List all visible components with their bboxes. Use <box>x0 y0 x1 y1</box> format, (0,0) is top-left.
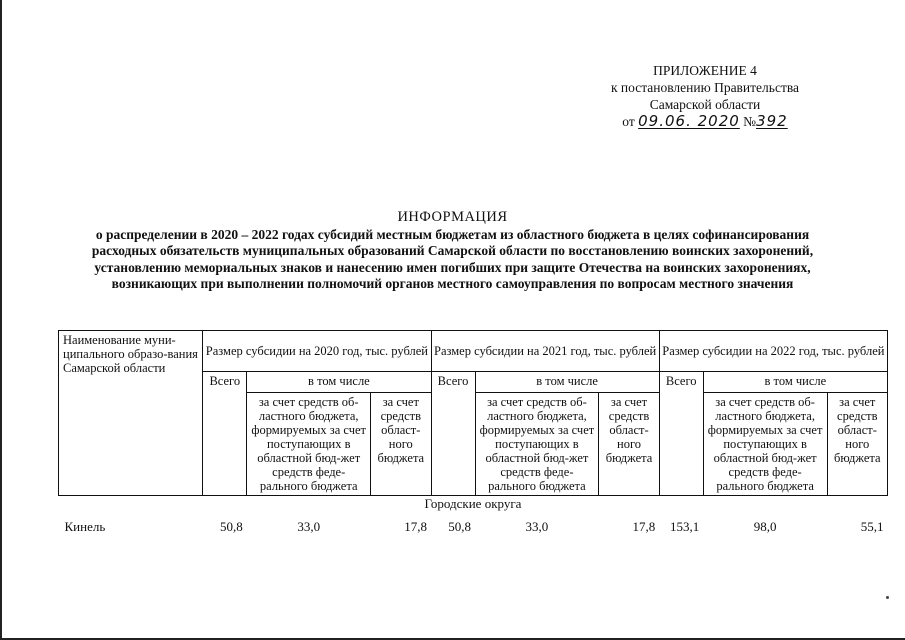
handwritten-date: 09.06. 2020 <box>638 112 740 130</box>
appendix-region: Самарской области <box>649 97 761 112</box>
municipality-header: Наименование муни-ципального образо-вания Самарской области <box>59 331 203 496</box>
federal-header-2020: за счет средств об-ластного бюджета, формируемых за счет поступающих в областной бюд-жет средств феде-рального бюджета <box>247 393 371 496</box>
year-2020-header: Размер субсидии на 2020 год, тыс. рублей <box>203 331 431 372</box>
total-header-2020: Всего <box>203 372 247 496</box>
federal-2022: 98,0 <box>753 519 777 534</box>
year-2022-header: Размер субсидии на 2022 год, тыс. рублей <box>659 331 887 372</box>
subsidy-table <box>58 330 888 535</box>
total-2022: 153,1 <box>669 519 700 534</box>
regional-header-2022: за счет средств област-ного бюджета <box>827 393 887 496</box>
regional-2020: 17,8 <box>404 519 427 534</box>
title-line-3: установлению мемориальных знаков и нанесению имен погибших при защите Отечества на воинских захоронениях, <box>94 259 811 275</box>
handwritten-number: 392 <box>756 112 788 130</box>
title-line-4: возникающих при выполнении полномочий органов местного самоуправления по вопросам местного значения <box>111 276 794 291</box>
appendix-resolution: к постановлению Правительства <box>610 80 800 95</box>
including-header-2021: в том числе <box>475 372 659 393</box>
appendix-number: ПРИЛОЖЕНИЕ 4 <box>653 63 757 78</box>
title-line-2: расходных обязательств муниципальных образований Самарской области по восстановлению воинских захоронений, <box>91 243 814 258</box>
title-line-1: о распределении в 2020 – 2022 годах субсидий местным бюджетам из областного бюджета в целях софинансирования <box>95 226 810 242</box>
number-prefix: № <box>743 114 757 129</box>
section-city-districts: Городские округа <box>424 496 522 511</box>
total-header-2021: Всего <box>431 372 475 496</box>
federal-header-2022: за счет средств об-ластного бюджета, формируемых за счет поступающих в областной бюд-жет средств феде-рального бюджета <box>703 393 827 496</box>
document-heading: ИНФОРМАЦИЯ <box>397 209 508 225</box>
table-row <box>59 512 888 535</box>
regional-header-2021: за счет средств област-ного бюджета <box>599 393 659 496</box>
federal-header-2021: за счет средств об-ластного бюджета, формируемых за счет поступающих в областной бюд-жет средств феде-рального бюджета <box>475 393 599 496</box>
including-header-2020: в том числе <box>247 372 431 393</box>
including-header-2022: в том числе <box>703 372 887 393</box>
regional-header-2020: за счет средств област-ного бюджета <box>371 393 431 496</box>
total-header-2022: Всего <box>659 372 703 496</box>
scan-speck <box>886 596 889 599</box>
federal-2020: 33,0 <box>297 519 321 534</box>
appendix-date-line <box>622 113 787 130</box>
scan-edge-left <box>0 0 2 640</box>
regional-2022: 55,1 <box>860 519 884 534</box>
document-title-block <box>40 209 865 293</box>
date-prefix: от <box>622 114 635 129</box>
regional-2021: 17,8 <box>632 519 656 534</box>
federal-2021: 33,0 <box>525 519 549 534</box>
appendix-block <box>590 62 820 130</box>
municipality-name: Кинель <box>64 519 106 534</box>
year-2021-header: Размер субсидии на 2021 год, тыс. рублей <box>431 331 659 372</box>
total-2021: 50,8 <box>448 519 471 534</box>
total-2020: 50,8 <box>220 519 243 534</box>
